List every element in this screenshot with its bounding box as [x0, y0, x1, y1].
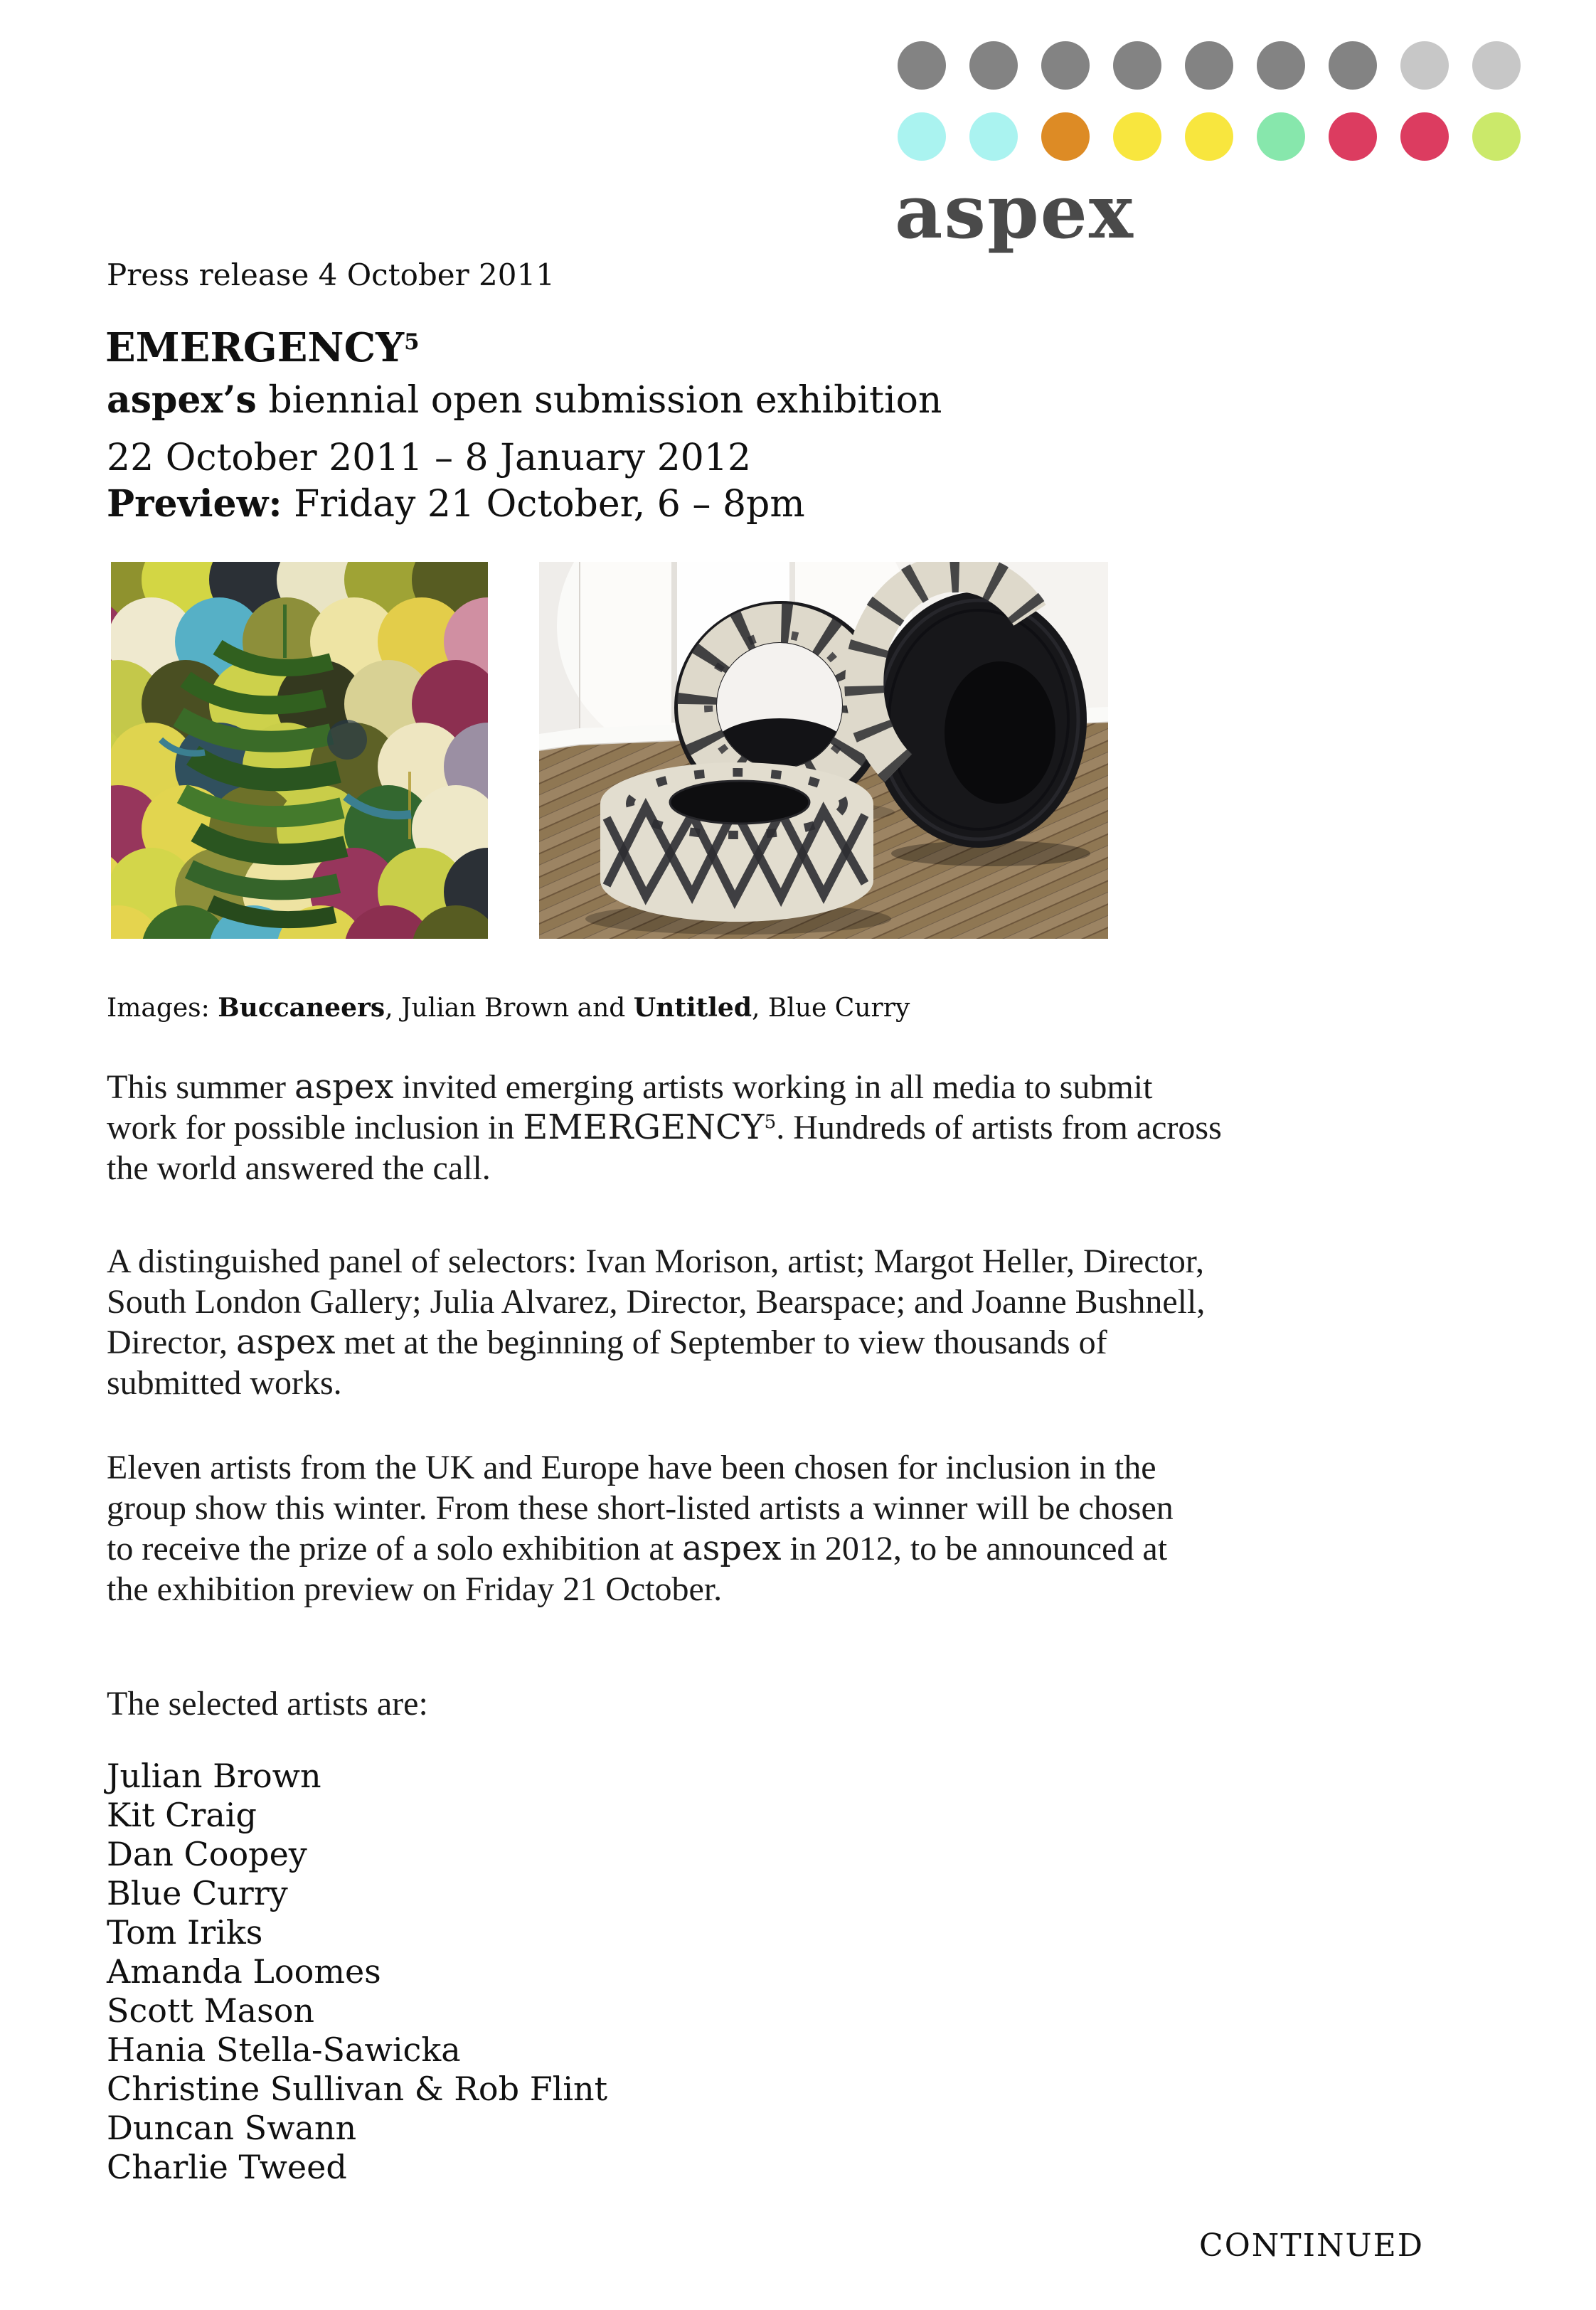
logo-wordmark: aspex	[895, 168, 1134, 255]
text-segment: Director,	[107, 1324, 236, 1361]
body-paragraph-2	[107, 1241, 1205, 1403]
artist-list-item: Tom Iriks	[107, 1913, 263, 1952]
text-segment: in 2012, to be announced at	[781, 1530, 1168, 1568]
logo-dot	[1257, 112, 1305, 161]
artist-list-item: Dan Coopey	[107, 1835, 307, 1873]
text-segment: 5	[404, 329, 420, 356]
text-segment: submitted works.	[107, 1364, 342, 1402]
text-segment: Friday 21 October, 6 – 8pm	[282, 483, 805, 526]
paragraph-line	[107, 1241, 1205, 1282]
text-segment: aspex	[294, 1067, 394, 1107]
text-segment: A distinguished panel of selectors: Ivan Morison, artist; Margot Heller, Director,	[107, 1242, 1204, 1280]
logo-dot	[1400, 41, 1449, 90]
logo-dot	[1185, 41, 1233, 90]
body-paragraph-3	[107, 1447, 1174, 1609]
artwork-buccaneers-image	[111, 562, 488, 939]
preview-info	[107, 482, 805, 526]
logo-dot	[969, 112, 1018, 161]
logo-dot	[1113, 41, 1161, 90]
text-segment: Untitled	[633, 993, 752, 1023]
paragraph-line	[107, 1363, 1205, 1403]
logo-dot	[898, 112, 946, 161]
continued-marker: CONTINUED	[1199, 2228, 1424, 2264]
text-segment: group show this winter. From these short-listed artists a winner will be chosen	[107, 1489, 1174, 1527]
text-segment: EMERGENCY	[105, 324, 405, 371]
text-segment: aspex	[682, 1528, 782, 1568]
text-segment: , Julian Brown and	[385, 994, 634, 1023]
text-segment: . Hundreds of artists from across	[776, 1109, 1222, 1146]
paragraph-line	[107, 1067, 1222, 1107]
logo-dot	[898, 41, 946, 90]
artwork-untitled-image	[539, 562, 1108, 939]
paragraph-line	[107, 1488, 1174, 1528]
artist-list-item: Julian Brown	[107, 1757, 321, 1795]
text-segment: biennial open submission exhibition	[256, 379, 942, 422]
text-segment: South London Gallery; Julia Alvarez, Director, Bearspace; and Joanne Bushnell,	[107, 1283, 1206, 1321]
artist-list-item: Amanda Loomes	[107, 1952, 381, 1991]
exhibition-title	[105, 324, 420, 371]
logo-dot	[1329, 112, 1377, 161]
text-segment: to receive the prize of a solo exhibition at	[107, 1530, 683, 1568]
artist-list-item: Scott Mason	[107, 1991, 315, 2030]
text-segment: the exhibition preview on Friday 21 October.	[107, 1570, 723, 1608]
text-segment: aspex	[236, 1322, 336, 1362]
exhibition-subtitle	[107, 378, 942, 422]
logo-dot	[1257, 41, 1305, 90]
press-release-date: Press release 4 October 2011	[107, 257, 555, 292]
paragraph-line	[107, 1107, 1222, 1148]
logo-dot	[1041, 112, 1090, 161]
text-segment: This summer	[107, 1068, 294, 1106]
text-segment: Preview:	[107, 482, 282, 526]
text-segment: EMERGENCY	[523, 1107, 765, 1147]
artist-list-item: Charlie Tweed	[107, 2148, 347, 2186]
text-segment: aspex’s	[107, 378, 257, 422]
tire-lying-front	[600, 762, 873, 922]
text-segment: Buccaneers	[218, 993, 385, 1023]
text-segment: work for possible inclusion in	[107, 1109, 523, 1146]
logo-dots-row-gray	[898, 41, 1544, 90]
selected-artists-heading: The selected artists are:	[107, 1685, 428, 1723]
artist-list-item: Hania Stella-Sawicka	[107, 2030, 461, 2069]
text-segment: the world answered the call.	[107, 1149, 491, 1187]
image-caption	[107, 993, 910, 1023]
paragraph-line	[107, 1322, 1205, 1363]
paragraph-line	[107, 1528, 1174, 1569]
paragraph-line	[107, 1148, 1222, 1188]
artist-list-item: Kit Craig	[107, 1796, 257, 1834]
text-segment: met at the beginning of September to view thousands of	[335, 1324, 1107, 1361]
logo-dot	[1472, 41, 1521, 90]
logo-dots-row-color	[898, 112, 1544, 161]
paragraph-line	[107, 1447, 1174, 1488]
text-segment: Images:	[107, 994, 218, 1023]
exhibition-dates: 22 October 2011 – 8 January 2012	[107, 437, 752, 479]
logo-dot	[1113, 112, 1161, 161]
logo-dot	[1185, 112, 1233, 161]
text-segment: Eleven artists from the UK and Europe have been chosen for inclusion in the	[107, 1449, 1156, 1486]
text-segment: , Blue Curry	[752, 994, 910, 1023]
paragraph-line	[107, 1569, 1174, 1609]
logo-dot	[1329, 41, 1377, 90]
text-segment: 5	[764, 1111, 777, 1134]
body-paragraph-1	[107, 1067, 1222, 1188]
logo-dot	[1041, 41, 1090, 90]
logo-dot	[969, 41, 1018, 90]
logo-dots	[898, 41, 1544, 183]
paragraph-line	[107, 1282, 1205, 1322]
artist-list-item: Blue Curry	[107, 1874, 288, 1912]
artist-list-item: Christine Sullivan & Rob Flint	[107, 2070, 608, 2108]
logo-dot	[1472, 112, 1521, 161]
artist-list	[107, 1757, 607, 2187]
artist-list-item: Duncan Swann	[107, 2109, 357, 2147]
logo-dot	[1400, 112, 1449, 161]
text-segment: invited emerging artists working in all media to submit	[393, 1068, 1153, 1106]
